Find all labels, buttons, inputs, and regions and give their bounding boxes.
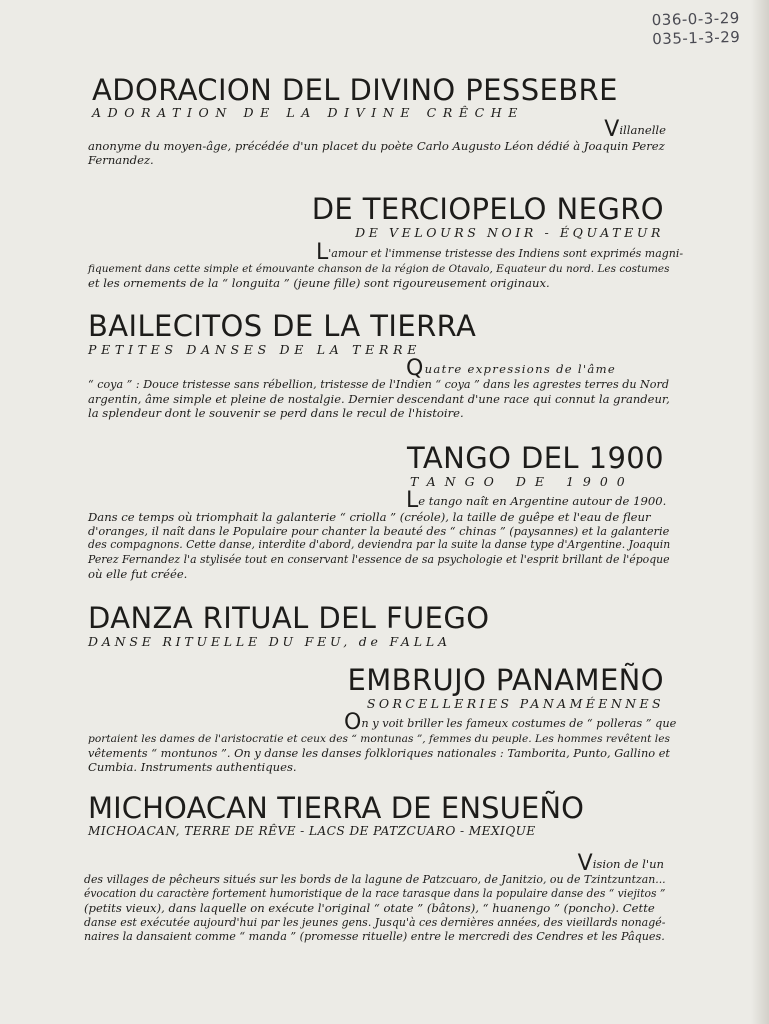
body-line: où elle fut créée. <box>88 566 188 581</box>
handwritten-line-1: 036-0-3-29 <box>651 8 741 30</box>
section-subtitle: TANGO DE 1900 <box>410 474 634 489</box>
handwritten-reference <box>652 9 741 49</box>
body-text: uatre expressions de l'âme <box>424 362 617 376</box>
body-line: d'oranges, il naît dans le Populaire pour chanter la beauté des “ chinas ” (paysannes) et la galanterie <box>88 524 670 539</box>
section-subtitle: DANSE RITUELLE DU FEU, de FALLA <box>88 634 451 649</box>
body-line: et les ornements de la “ longuita ” (jeune fille) sont rigoureusement originaux. <box>88 276 550 291</box>
body-line <box>88 851 664 876</box>
page-edge-shadow <box>751 0 769 1024</box>
body-text: e tango naît en Argentine autour de 1900. <box>418 494 667 508</box>
body-line: la splendeur dont le souvenir se perd dans le recul de l'histoire. <box>88 406 464 421</box>
section-body <box>88 488 671 581</box>
section-subtitle: DE VELOURS NOIR - ÉQUATEUR <box>355 225 664 240</box>
section-body <box>88 117 666 168</box>
body-line: Dans ce temps où triomphait la galanterie “ criolla ” (créole), la taille de guêpe et l'eau de fleur <box>88 510 651 524</box>
section-title: ADORACION DEL DIVINO PESSEBRE <box>92 73 618 107</box>
section-bailecitos <box>88 309 670 421</box>
body-text: n y voit briller les fameux costumes de “ polleras ” que <box>361 716 677 730</box>
body-line <box>88 240 684 265</box>
section-michoacan <box>84 791 666 944</box>
section-body <box>84 851 666 944</box>
section-subtitle: SORCELLERIES PANAMÉENNES <box>366 696 664 711</box>
body-text: 'amour et l'immense tristesse des Indiens sont exprimés magni- <box>328 247 684 260</box>
section-danza-ritual <box>88 602 664 649</box>
body-line <box>88 488 667 513</box>
section-title: EMBRUJO PANAMEÑO <box>347 663 664 697</box>
body-line: danse est exécutée aujourd'hui par les jeunes gens. Jusqu'à ces dernières années, des vieillards nonagé- <box>84 915 666 929</box>
handwritten-line-2: 035-1-3-29 <box>652 27 741 49</box>
section-body <box>88 240 684 291</box>
section-title: BAILECITOS DE LA TIERRA <box>88 309 477 343</box>
section-terciopelo <box>88 192 684 291</box>
section-tango <box>88 441 671 581</box>
body-line: (petits vieux), dans laquelle on exécute l'original “ otate ” (bâtons), “ huanengo ” (poncho). Cette <box>84 901 655 916</box>
section-title: DE TERCIOPELO NEGRO <box>311 192 664 226</box>
body-line: évocation du caractère fortement humoristique de la race tarasque dans la populaire danse des “ viejitos ” <box>84 887 666 901</box>
drop-cap: O <box>344 710 362 735</box>
drop-cap: V <box>577 851 593 876</box>
section-body <box>88 356 670 421</box>
body-line: des compagnons. Cette danse, interdite d'abord, deviendra par la suite la danse type d'Argentine. Joaquin <box>88 538 671 552</box>
drop-cap: L <box>406 488 419 513</box>
body-line <box>92 117 666 142</box>
body-text: illanelle <box>619 123 666 137</box>
body-line: naires la dansaient comme “ manda ” (promesse rituelle) entre le mercredi des Cendres et les Pâques. <box>84 929 665 943</box>
section-subtitle: ADORATION DE LA DIVINE CRÊCHE <box>92 105 524 120</box>
body-line: Fernandez. <box>88 153 154 168</box>
body-text: ision de l'un <box>592 857 664 871</box>
drop-cap: Q <box>406 356 425 381</box>
body-line: des villages de pêcheurs situés sur les bords de la lagune de Patzcuaro, de Janitzio, ou de Tzintzuntzan... <box>84 873 666 886</box>
section-title: MICHOACAN TIERRA DE ENSUEÑO <box>88 791 585 825</box>
body-line <box>88 356 664 381</box>
body-line: Cumbia. Instruments authentiques. <box>88 760 297 775</box>
section-title: DANZA RITUAL DEL FUEGO <box>88 601 490 635</box>
body-line: anonyme du moyen-âge, précédée d'un placet du poète Carlo Augusto Léon dédié à Joaquin Perez <box>88 139 665 153</box>
body-line: portaient les dames de l'aristocratie et ceux des “ montunas ”, femmes du peuple. Les hommes revêtent les <box>88 732 670 745</box>
body-line: vêtements “ montunos ”. On y danse les danses folkloriques nationales : Tamborita, Punto, Gallino et <box>88 746 670 761</box>
body-line: fiquement dans cette simple et émouvante chanson de la région de Otavalo, Equateur du nord. Les costumes <box>88 263 670 275</box>
section-subtitle: MICHOACAN, TERRE DE RÊVE - LACS DE PATZCUARO - MEXIQUE <box>88 824 536 838</box>
section-title: TANGO DEL 1900 <box>407 441 664 475</box>
section-adoracion <box>88 73 666 168</box>
drop-cap: V <box>604 117 620 142</box>
section-subtitle: PETITES DANSES DE LA TERRE <box>88 342 422 357</box>
section-body <box>88 710 677 775</box>
section-embrujo <box>88 663 677 775</box>
body-line: “ coya ” : Douce tristesse sans rébellion, tristesse de l'Indien “ coya ” dans les agrestes terres du Nord <box>88 378 669 391</box>
body-line: Perez Fernandez l'a stylisée tout en conservant l'essence de sa psychologie et l'esprit brillant de l'époque <box>88 552 670 566</box>
body-line: argentin, âme simple et pleine de nostalgie. Dernier descendant d'une race qui connut la grandeur, <box>88 392 670 407</box>
body-line <box>88 710 677 735</box>
drop-cap: L <box>316 240 329 265</box>
